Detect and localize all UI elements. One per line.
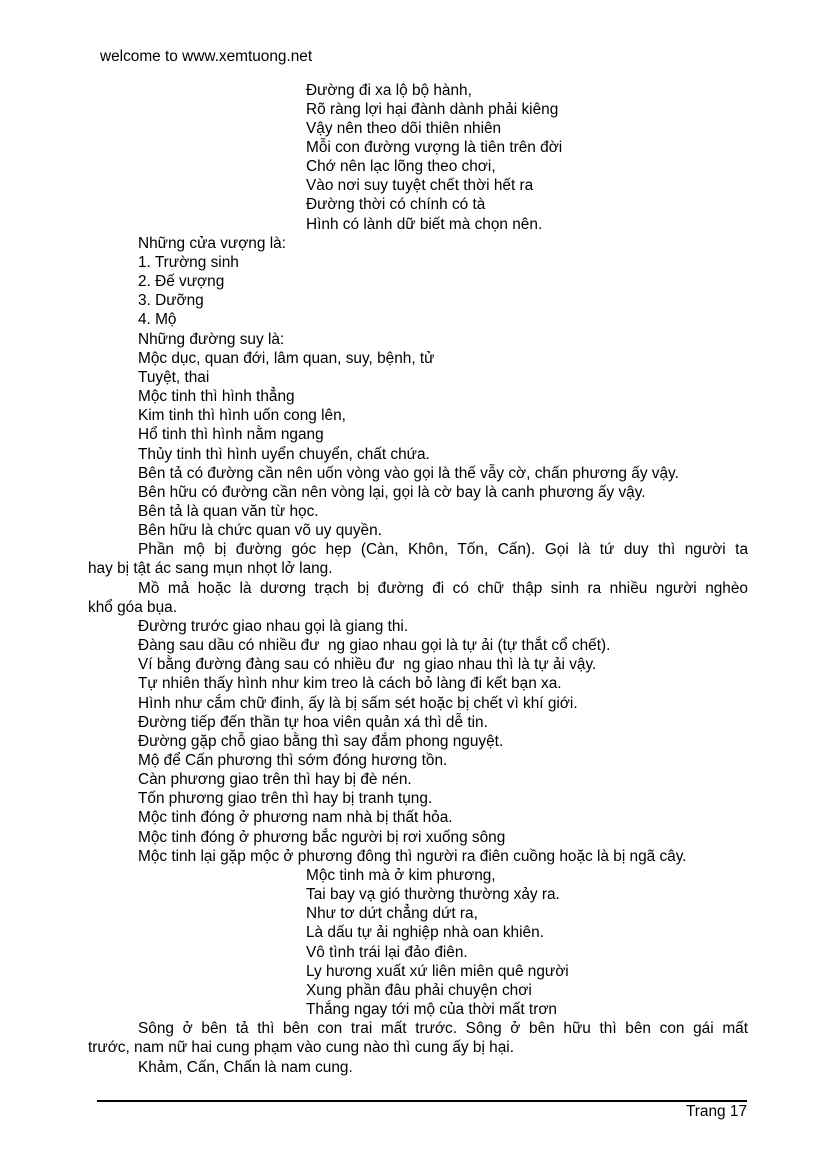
text-line: Bên hữu là chức quan võ uy quyền. — [138, 522, 382, 540]
text-line: Ví bằng đường đàng sau có nhiều đư ng giao nhau thì là tự ải vậy. — [138, 656, 597, 674]
text-line: trước, nam nữ hai cung phạm vào cung nào thì cung ấy bị hại. — [88, 1039, 514, 1057]
text-line: Sông ở bên tả thì bên con trai mất trước. Sông ở bên hữu thì bên con gái mất — [138, 1020, 748, 1038]
page-content — [88, 0, 748, 1122]
text-line: Chớ nên lạc lõng theo chơi, — [306, 158, 496, 176]
text-line: Bên hữu có đường cần nên vòng lại, gọi là cờ bay là canh phương ấy vậy. — [138, 483, 646, 501]
poem-block-1 — [306, 81, 748, 234]
text-line: Mộc tinh thì hình thẳng — [138, 388, 295, 406]
text-line: 3. Dưỡng — [138, 292, 204, 310]
text-line: Mồ mả hoặc là dương trạch bị đường đi có chữ thập sinh ra nhiều người nghèo — [138, 579, 748, 597]
text-line: Đường tiếp đến thần tự hoa viên quản xá thì dễ tin. — [138, 713, 488, 731]
text-line: khổ góa bụa. — [88, 598, 177, 616]
body-text-2 — [88, 1019, 748, 1076]
text-line: Tự nhiên thấy hình như kim treo là cách bỏ làng đi kết bạn xa. — [138, 675, 562, 693]
text-line: Phần mộ bị đường góc hẹp (Càn, Khôn, Tốn, Cấn). Gọi là tứ duy thì người ta — [138, 541, 748, 559]
text-line: Hình như cắm chữ đinh, ấy là bị sấm sét hoặc bị chết vì khí giới. — [138, 694, 578, 712]
text-line: Đường thời có chính có tà — [306, 196, 486, 214]
text-line: Hổ tinh thì hình nằm ngang — [138, 426, 324, 444]
text-line: Vào nơi suy tuyệt chết thời hết ra — [306, 177, 534, 195]
text-line: 2. Đế vượng — [138, 273, 225, 291]
text-line: Đường gặp chỗ giao bằng thì say đắm phong nguyệt. — [138, 732, 504, 750]
poem-block-2 — [306, 866, 748, 1019]
text-line: Rõ ràng lợi hại đành dành phải kiêng — [306, 100, 559, 118]
text-line: Ly hương xuất xứ liên miên quê người — [306, 962, 569, 980]
text-line: Tai bay vạ gió thường thường xảy ra. — [306, 886, 560, 904]
text-line: Mỗi con đường vượng là tiên trên đời — [306, 139, 563, 157]
text-line: Đường đi xa lộ bộ hành, — [306, 81, 472, 99]
text-line: 4. Mộ — [138, 311, 177, 329]
text-line: Bên tả có đường cần nên uốn vòng vào gọi là thế vẫy cờ, chấn phương ấy vậy. — [138, 464, 679, 482]
text-line: Như tơ dứt chẳng dứt ra, — [306, 905, 478, 923]
text-line: Thủy tinh thì hình uyển chuyển, chất chứa. — [138, 445, 430, 463]
text-line: Đàng sau dầu có nhiều đư ng giao nhau gọi là tự ải (tự thắt cổ chết). — [138, 637, 611, 655]
text-line: Khảm, Cấn, Chấn là nam cung. — [138, 1058, 353, 1076]
text-line: Những cửa vượng là: — [138, 234, 286, 252]
text-line: Mộc tinh đóng ở phương bắc người bị rơi xuống sông — [138, 828, 506, 846]
text-line: Tốn phương giao trên thì hay bị tranh tụng. — [138, 790, 433, 808]
text-line: Bên tả là quan văn từ học. — [138, 502, 319, 520]
text-line: Hình có lành dữ biết mà chọn nên. — [306, 215, 543, 233]
text-line: Thắng ngay tới mộ của thời mất trơn — [306, 1001, 557, 1019]
text-line: 1. Trường sinh — [138, 253, 239, 271]
text-line: Mộc tinh mà ở kim phương, — [306, 866, 496, 884]
body-text-1 — [88, 234, 748, 866]
text-line: Càn phương giao trên thì hay bị đè nén. — [138, 771, 412, 789]
text-line: Vậy nên theo dõi thiên nhiên — [306, 119, 502, 137]
text-line: Mộc tinh lại gặp mộc ở phương đông thì người ra điên cuồng hoặc là bị ngã cây. — [138, 847, 687, 865]
text-line: Mộc tinh đóng ở phương nam nhà bị thất hỏa. — [138, 809, 453, 827]
page-number: Trang 17 — [685, 1103, 747, 1121]
text-line: Đường trước giao nhau gọi là giang thi. — [138, 617, 409, 635]
text-line: Những đường suy là: — [138, 330, 285, 348]
text-line: Tuyệt, thai — [138, 368, 210, 386]
text-line: Mộ để Cấn phương thì sớm đóng hương tồn. — [138, 752, 448, 770]
text-line: Kim tinh thì hình uốn cong lên, — [138, 407, 346, 425]
text-line: hay bị tật ác sang mụn nhọt lở lang. — [88, 560, 333, 578]
text-line: Xung phần đâu phải chuyện chơi — [306, 981, 532, 999]
text-line: Vô tình trái lại đảo điên. — [306, 943, 468, 961]
text-line: Mộc dục, quan đới, lâm quan, suy, bệnh, tử — [138, 349, 435, 367]
text-line: Là dấu tự ải nghiệp nhà oan khiên. — [306, 924, 544, 942]
welcome-text: welcome to www.xemtuong.net — [100, 47, 313, 65]
